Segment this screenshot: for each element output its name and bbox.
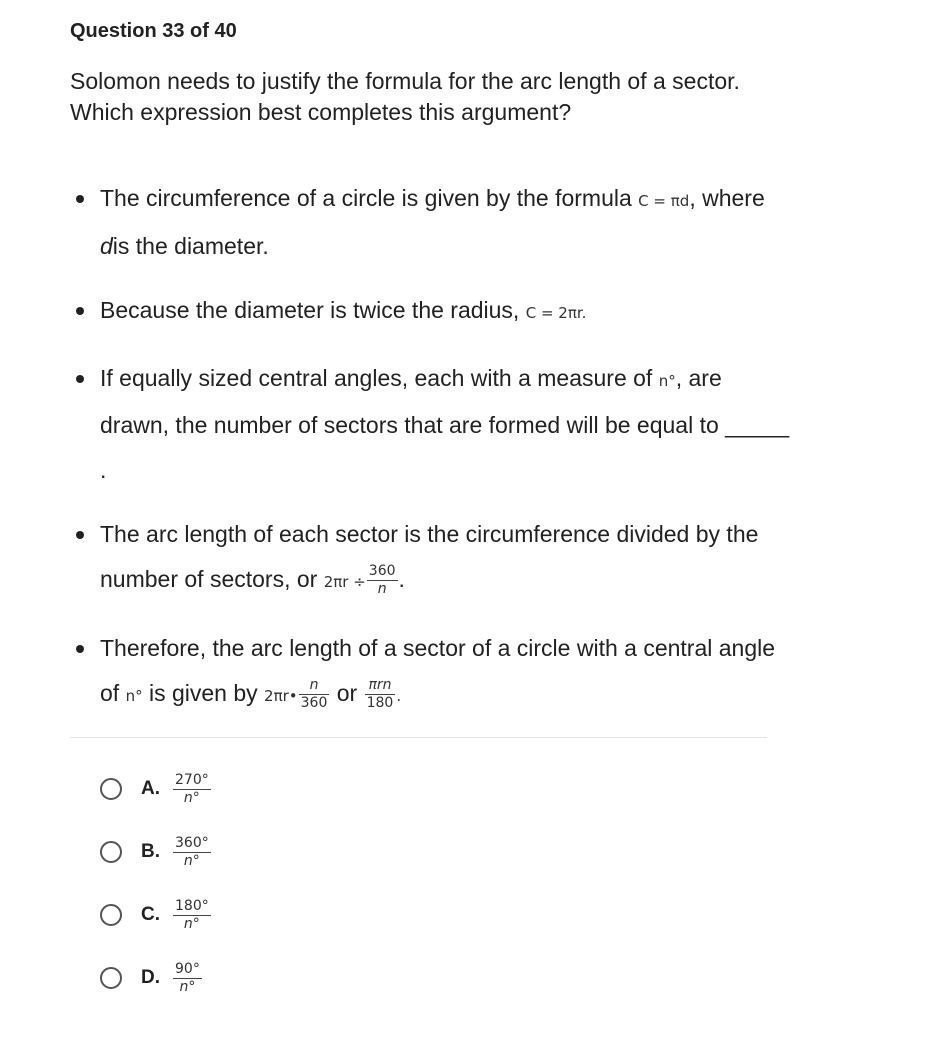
fraction-pirn-over-180 bbox=[365, 677, 396, 712]
argument-step-2 bbox=[70, 288, 790, 336]
choice-denominator bbox=[173, 790, 211, 807]
question-prompt: Solomon needs to justify the formula for the arc length of a sector. Which expression best completes this argument? bbox=[70, 68, 740, 125]
variable-d: d bbox=[100, 232, 113, 259]
step-5-period: . bbox=[396, 686, 402, 705]
step-2-period: . bbox=[581, 304, 587, 322]
answer-blank: _____ bbox=[725, 412, 790, 438]
fraction-denominator: 360 bbox=[300, 694, 328, 711]
step-1-comma: , bbox=[689, 185, 696, 211]
argument-step-4 bbox=[70, 512, 790, 604]
circumference-formula-radius: C = 2πr bbox=[525, 304, 582, 322]
choice-d[interactable] bbox=[100, 953, 203, 1003]
step-5-text-mid: is given by bbox=[148, 679, 258, 706]
section-divider bbox=[70, 737, 767, 738]
angle-n-degrees-2: n° bbox=[125, 686, 143, 705]
fraction-numerator-var: n bbox=[309, 676, 319, 693]
choice-numerator: 180° bbox=[175, 897, 209, 914]
step-4-period: . bbox=[398, 565, 405, 592]
fraction-denominator bbox=[367, 581, 398, 598]
question-number: Question 33 of 40 bbox=[70, 20, 237, 42]
choice-numerator: 90° bbox=[175, 960, 200, 977]
step-4-text: The arc length of each sector is the circumference divided by the number of sectors, or bbox=[100, 521, 759, 592]
radio-circle-icon[interactable] bbox=[100, 778, 122, 800]
choice-denominator-var: n° bbox=[179, 978, 196, 995]
radio-circle-icon[interactable] bbox=[100, 967, 122, 989]
choice-b[interactable] bbox=[100, 827, 212, 877]
choice-numerator: 270° bbox=[175, 771, 209, 788]
step-5-or: or bbox=[336, 679, 358, 706]
choice-denominator bbox=[173, 916, 211, 933]
fraction-n-over-360 bbox=[299, 677, 330, 712]
arc-formula-prefix: 2πr ÷ bbox=[323, 572, 366, 591]
choice-letter: A. bbox=[141, 778, 160, 799]
fraction-numerator bbox=[365, 677, 396, 695]
choice-letter: D. bbox=[141, 967, 160, 988]
choice-denominator bbox=[173, 853, 211, 870]
choice-c[interactable] bbox=[100, 890, 212, 940]
choice-denominator-var: n° bbox=[183, 915, 200, 932]
choice-letter: B. bbox=[141, 841, 160, 862]
fraction-numerator-var: πrn bbox=[368, 676, 392, 693]
fraction-360-over-n bbox=[367, 563, 398, 598]
choice-denominator-var: n° bbox=[183, 852, 200, 869]
fraction-denominator-var: n bbox=[377, 580, 387, 597]
choice-a[interactable] bbox=[100, 764, 212, 814]
step-5-text: Therefore, the arc length of a sector of a circle with a central angle of bbox=[100, 635, 776, 706]
step-3-period: . bbox=[100, 456, 107, 483]
fraction-denominator: 180 bbox=[366, 694, 394, 711]
step-3-text-end: , are drawn, the number of sectors that are formed will be equal to bbox=[100, 364, 722, 438]
radio-circle-icon[interactable] bbox=[100, 841, 122, 863]
radio-circle-icon[interactable] bbox=[100, 904, 122, 926]
arc-formula-prefix-2: 2πr• bbox=[264, 686, 298, 705]
argument-list bbox=[70, 176, 790, 718]
fraction-numerator: 360 bbox=[368, 562, 396, 579]
step-3-text: If equally sized central angles, each with a measure of bbox=[100, 364, 653, 391]
choice-fraction bbox=[173, 961, 202, 996]
choice-fraction bbox=[173, 898, 211, 933]
argument-step-5 bbox=[70, 626, 790, 718]
choice-numerator: 360° bbox=[175, 834, 209, 851]
choice-denominator bbox=[173, 979, 202, 996]
argument-step-3 bbox=[70, 356, 790, 493]
choice-fraction bbox=[173, 772, 211, 807]
step-1-text: The circumference of a circle is given by the formula bbox=[100, 185, 632, 211]
angle-n-degrees: n° bbox=[658, 371, 676, 390]
choice-denominator-var: n° bbox=[183, 789, 200, 806]
argument-step-1 bbox=[70, 176, 790, 268]
fraction-numerator bbox=[299, 677, 330, 695]
step-1-text-end: is the diameter. bbox=[112, 232, 269, 259]
step-1-where: where bbox=[702, 185, 765, 211]
choice-fraction bbox=[173, 835, 211, 870]
choice-letter: C. bbox=[141, 904, 160, 925]
circumference-formula-diameter: C = πd bbox=[638, 192, 690, 210]
step-2-text: Because the diameter is twice the radius, bbox=[100, 297, 520, 323]
